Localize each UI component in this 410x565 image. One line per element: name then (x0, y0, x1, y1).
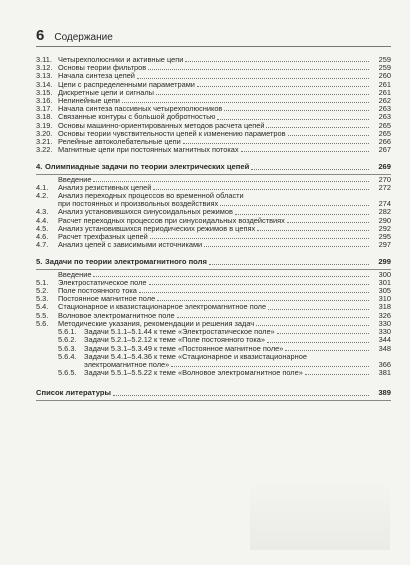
toc-entry-page: 310 (378, 294, 391, 304)
toc-entry-title: Анализ цепей с зависимыми источниками (58, 240, 203, 250)
toc-entry-number: 3.13. (36, 71, 53, 81)
toc-entry-number: 3.11. (36, 55, 52, 64)
dot-leader (177, 317, 369, 318)
toc-entry-page: 265 (378, 120, 391, 130)
toc-entry-page: 272 (378, 182, 391, 192)
toc-entry-page: 261 (378, 79, 391, 89)
dot-leader (241, 151, 369, 152)
toc-entry-title: Дискретные цепи и сигналы (58, 87, 154, 97)
toc-entry-title: Задачи 5.5.1–5.5.22 к теме «Волновое электромагнитное поле» (84, 368, 303, 378)
toc-entry-title: Нелинейные цепи (58, 96, 120, 106)
toc-entry-number: 5.6.3. (58, 343, 77, 353)
toc-entry (36, 258, 391, 269)
dot-leader (268, 309, 369, 310)
dot-leader (93, 276, 369, 277)
toc-entry-number: 5.2. (36, 286, 49, 296)
toc-entry-title: Введение (58, 174, 92, 184)
toc-entry-title: Расчет переходных процессов при синусоидальных воздействиях (58, 215, 285, 225)
toc-entry (36, 163, 391, 174)
toc-entry (36, 389, 391, 400)
running-title: Содержание (54, 32, 113, 43)
dot-leader (209, 264, 369, 265)
toc-entry-number: 3.17. (36, 104, 53, 114)
toc-entry-page: 344 (378, 335, 391, 345)
toc-entry-page: 290 (378, 215, 391, 225)
toc-entry-number: 3.20. (36, 128, 53, 138)
page-bleed-shadow (250, 480, 390, 550)
dot-leader (204, 246, 369, 247)
toc-entry-page: 261 (378, 87, 391, 97)
toc-entry-number: 5.6.1. (58, 327, 77, 337)
dot-leader (266, 127, 369, 128)
toc-entry-title: при постоянных и произвольных воздействиях (58, 199, 219, 209)
toc-entry-number: 3.22. (36, 145, 53, 155)
toc-entry-title: Олимпиадные задачи по теории электрических цепей (45, 162, 250, 172)
toc-entry-page: 366 (378, 359, 391, 369)
toc-entry-page: 292 (378, 223, 391, 233)
dot-leader (171, 366, 369, 367)
toc-entry-title: Список литературы (36, 388, 111, 398)
toc-entry-page: 263 (378, 104, 391, 114)
toc-entry-title: Задачи 5.3.1–5.3.49 к теме «Постоянное магнитное поле» (84, 343, 284, 353)
toc-entry-page: 259 (378, 55, 391, 64)
toc-entry-number: 3.18. (36, 112, 53, 122)
dot-leader (183, 143, 369, 144)
dot-leader (185, 61, 369, 62)
toc-entry-title: Задачи по теории электромагнитного поля (45, 257, 207, 267)
toc-entry-number: 4.2. (36, 191, 49, 201)
toc-entry-page: 270 (378, 174, 391, 184)
toc-entry-title: Магнитные цепи при постоянных магнитных потоках (58, 145, 239, 155)
dot-leader (285, 350, 369, 351)
toc-entry-number: 5.1. (36, 277, 49, 287)
toc-entry-title: Четырехполюсники и активные цепи (58, 55, 184, 64)
dot-leader (122, 102, 369, 103)
toc-entry-number: 3.12. (36, 63, 53, 73)
toc-entry-page: 389 (378, 388, 391, 398)
toc-entry-page: 381 (378, 368, 391, 378)
toc-entry-title: Связанные контуры с большой добротностью (58, 112, 216, 122)
toc-entry (36, 241, 391, 249)
toc-entry-page: 274 (378, 199, 391, 209)
dot-leader (256, 325, 369, 326)
toc-entry-number: 5.6.2. (58, 335, 77, 345)
toc-entry (36, 369, 391, 377)
dot-leader (113, 395, 369, 396)
toc-entry-number: 3.14. (36, 79, 53, 89)
toc-entry-page: 295 (378, 232, 391, 242)
toc-entry-page: 267 (378, 145, 391, 155)
dot-leader (148, 69, 369, 70)
dot-leader (157, 300, 369, 301)
toc-entry-title: Волновое электромагнитное поле (58, 310, 175, 320)
toc-entry-number: 4. (36, 162, 43, 172)
toc-entry-title: Стационарное и квазистационарное электромагнитное поле (58, 302, 267, 312)
toc-entry (36, 146, 391, 154)
dot-leader (93, 181, 369, 182)
toc-entry-title: Методические указания, рекомендации и решения задач (58, 318, 255, 328)
dot-leader (156, 94, 369, 95)
dot-leader (257, 230, 369, 231)
toc-entry-page: 266 (378, 137, 391, 147)
toc-entry-title: Основы теории фильтров (58, 63, 147, 73)
toc-entry-title: Задачи 5.1.1–5.1.44 к теме «Электростатическое поле» (84, 327, 275, 337)
dot-leader (217, 119, 369, 120)
toc-entry-title: Анализ установившихся периодических режимов в цепях (58, 223, 256, 233)
page-header (36, 27, 113, 44)
toc-entry-title: Задачи 5.4.1–5.4.36 к теме «Стационарное и квазистационарное (84, 351, 307, 361)
dot-leader (277, 333, 369, 334)
dot-leader (288, 135, 369, 136)
toc-entry-title: электромагнитное поле» (84, 359, 170, 369)
toc-entry-number: 5. (36, 257, 43, 267)
toc-entry-title: Основы теории чувствительности цепей к изменению параметров (58, 128, 286, 138)
toc-entry-page: 260 (378, 71, 391, 81)
toc-entry-page: 282 (378, 207, 391, 217)
toc-entry-number: 5.3. (36, 294, 49, 304)
dot-leader (197, 86, 369, 87)
dot-leader (149, 284, 370, 285)
toc-entry-number: 4.4. (36, 215, 49, 225)
toc-entry-number: 5.5. (36, 310, 49, 320)
toc-entry-page: 330 (378, 318, 391, 328)
toc-entry-number: 3.19. (36, 120, 53, 130)
toc-entry-page: 348 (378, 343, 391, 353)
toc-entry-number: 4.3. (36, 207, 49, 217)
dot-leader (220, 205, 369, 206)
dot-leader (235, 214, 369, 215)
dot-leader (153, 189, 369, 190)
toc-entry-number: 4.1. (36, 182, 49, 192)
toc-entry-number: 4.6. (36, 232, 49, 242)
toc-entry-page: 318 (378, 302, 391, 312)
toc-entry-page: 305 (378, 286, 391, 296)
toc-entry-title: Начала синтеза цепей (58, 71, 135, 81)
toc-entry-page: 299 (378, 257, 391, 267)
toc-entry-title: Анализ резистивных цепей (58, 182, 152, 192)
toc-entry-page: 262 (378, 96, 391, 106)
toc-entry-title: Релейные автоколебательные цепи (58, 137, 181, 147)
dot-leader (150, 238, 369, 239)
table-of-contents (36, 56, 391, 401)
toc-entry-title: Цепи с распределенными параметрами (58, 79, 195, 89)
toc-entry-page: 263 (378, 112, 391, 122)
toc-entry-number: 3.16. (36, 96, 53, 106)
dot-leader (287, 222, 369, 223)
toc-entry-number: 3.15. (36, 87, 53, 97)
dot-leader (224, 110, 369, 111)
toc-entry-title: Введение (58, 269, 92, 279)
toc-entry-title: Анализ установившихся синусоидальных режимов (58, 207, 233, 217)
toc-entry-page: 269 (378, 162, 391, 172)
toc-entry-number: 5.6.4. (58, 351, 77, 361)
toc-entry-title: Расчет трехфазных цепей (58, 232, 148, 242)
header-divider (36, 46, 391, 47)
toc-entry-number: 5.6.5. (58, 368, 77, 378)
dot-leader (251, 169, 369, 170)
toc-entry-number: 5.4. (36, 302, 49, 312)
toc-entry-page: 326 (378, 310, 391, 320)
toc-entry-title: Основы машинно-ориентированных методов расчета цепей (58, 120, 265, 130)
toc-entry-page: 259 (378, 63, 391, 73)
page-number: 6 (36, 27, 45, 44)
toc-entry-page: 297 (378, 240, 391, 250)
toc-entry-page: 300 (378, 269, 391, 279)
toc-entry-page: 301 (378, 277, 391, 287)
toc-entry-number: 3.21. (36, 137, 53, 147)
toc-entry-page: 265 (378, 128, 391, 138)
toc-entry-title: Задачи 5.2.1–5.2.12 к теме «Поле постоянного тока» (84, 335, 266, 345)
dot-leader (267, 342, 369, 343)
toc-entry-title: Постоянное магнитное поле (58, 294, 156, 304)
toc-entry-number: 4.7. (36, 240, 49, 250)
dot-leader (137, 78, 369, 79)
toc-entry-page: 330 (378, 327, 391, 337)
toc-entry-title: Анализ переходных процессов во временной области (58, 191, 244, 201)
toc-entry-number: 5.6. (36, 318, 49, 328)
toc-entry-number: 4.5. (36, 223, 49, 233)
toc-entry-title: Электростатическое поле (58, 277, 147, 287)
toc-entry-title: Начала синтеза пассивных четырехполюсников (58, 104, 223, 114)
toc-entry-title: Поле постоянного тока (58, 286, 137, 296)
dot-leader (305, 374, 369, 375)
dot-leader (139, 292, 369, 293)
